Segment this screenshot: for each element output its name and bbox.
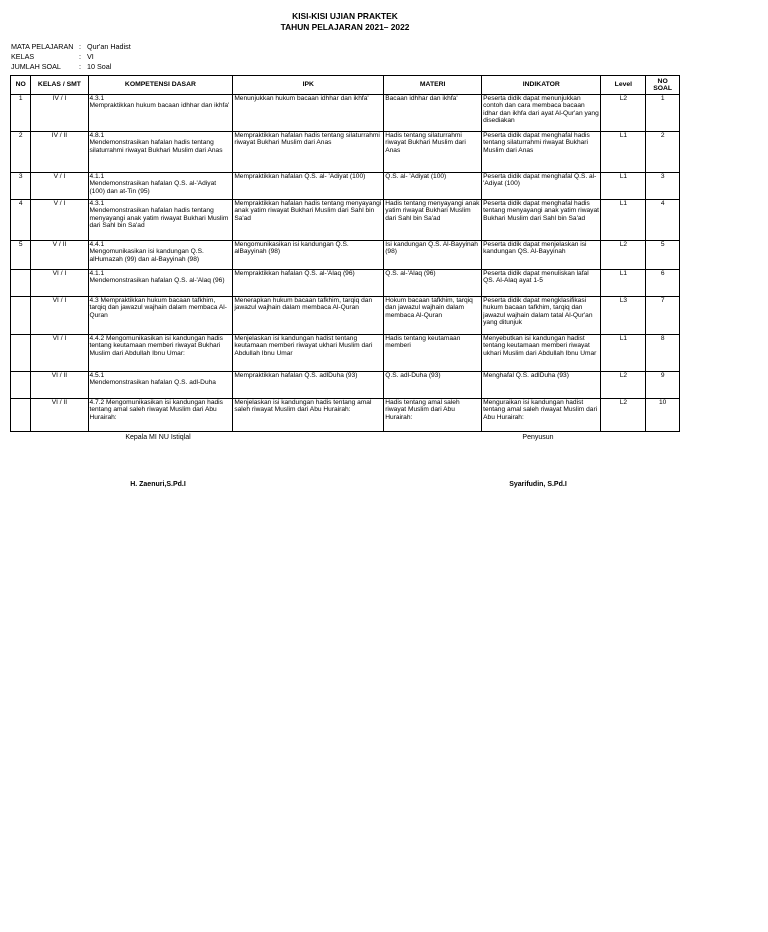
table-row: [11, 200, 680, 241]
cell-no: [11, 270, 31, 297]
cell-ipk: Mengomunikasikan isi kandungan Q.S. alBayyinah (98): [233, 241, 384, 270]
column-header-ipk: IPK: [233, 76, 384, 95]
document-subtitle: TAHUN PELAJARAN 2021– 2022: [280, 22, 410, 32]
meta-label: JUMLAH SOAL: [11, 61, 61, 71]
table-row: [11, 335, 680, 372]
cell-no-soal: 9: [646, 372, 680, 399]
meta-row-count: [11, 62, 131, 72]
cell-kelas-smt: V / II: [31, 241, 88, 270]
cell-indikator: Peserta didik dapat menjelaskan isi kandungan QS. Al-Bayyinah: [482, 241, 601, 270]
cell-indikator: Peserta didik dapat menunjukkan contoh dan cara membaca bacaan idhar dan ikhfa dari ayat Al-Qur'an yang disediakan: [482, 95, 601, 132]
cell-ipk: Mempraktikkan hafalan Q.S. al-'Alaq (96): [233, 270, 384, 297]
column-header-level: Level: [601, 76, 646, 95]
signature-left-title: Kepala MI NU Istiqlal: [125, 434, 191, 441]
cell-ipk: Mempraktikkan hafalan Q.S. al- 'Adiyat (100): [233, 173, 384, 200]
cell-materi: Bacaan idhhar dan ikhfa': [384, 95, 482, 132]
meta-block: [11, 42, 131, 71]
cell-ipk: Menjelaskan isi kandungan hadist tentang keutamaan memberi riwayat ukhari Muslim dari Abdullah Ibnu Umar: [233, 335, 384, 372]
column-header-kompetensi: KOMPETENSI DASAR: [88, 76, 233, 95]
cell-indikator: Menghafal Q.S. adlDuha (93): [482, 372, 601, 399]
meta-label: MATA PELAJARAN: [11, 42, 74, 51]
meta-value: VI: [87, 51, 94, 61]
cell-no: [11, 372, 31, 399]
cell-indikator: Peserta didik dapat mengklasifikasi hukum bacaan tafkhim, tarqiq dan jawazul wajhain dalam tatal Al-Qur'an yang ditunjuk: [482, 297, 601, 335]
cell-no: 5: [11, 241, 31, 270]
cell-ipk: Menjelaskan isi kandungan hadis tentang amal saleh riwayat Muslim dari Abu Hurairah:: [233, 399, 384, 432]
table-body: [11, 95, 680, 432]
cell-level: L1: [601, 132, 646, 173]
meta-separator: :: [79, 51, 81, 61]
cell-materi: Q.S. adl-Duha (93): [384, 372, 482, 399]
cell-level: L1: [601, 270, 646, 297]
cell-kelas-smt: VI / I: [31, 297, 88, 335]
column-header-no: NO: [11, 76, 31, 95]
meta-row-subject: [11, 42, 131, 52]
cell-no: 2: [11, 132, 31, 173]
cell-no-soal: 6: [646, 270, 680, 297]
cell-kelas-smt: V / I: [31, 200, 88, 241]
cell-indikator: Peserta didik dapat menghafal Q.S. al-'Adiyat (100): [482, 173, 601, 200]
cell-kelas-smt: VI / II: [31, 372, 88, 399]
cell-no: [11, 335, 31, 372]
cell-kompetensi-dasar: 4.5.1 Mendemonstrasikan hafalan Q.S. adl-Duha: [88, 372, 233, 399]
cell-kelas-smt: VI / I: [31, 335, 88, 372]
cell-kelas-smt: IV / I: [31, 95, 88, 132]
cell-no-soal: 7: [646, 297, 680, 335]
cell-materi: Hadis tentang menyayangi anak yatim riwayat Bukhari Muslim dari Sahl bin Sa'ad: [384, 200, 482, 241]
cell-materi: Hadis tentang keutamaan memberi: [384, 335, 482, 372]
cell-ipk: Mempraktikkan hafalan Q.S. adlDuha (93): [233, 372, 384, 399]
cell-no: 3: [11, 173, 31, 200]
cell-kompetensi-dasar: 4.3.1 Mempraktikkan hukum bacaan idhhar dan ikhfa': [88, 95, 233, 132]
cell-indikator: Menyebutkan isi kandungan hadist tentang keutamaan memberi riwayat ukhari Muslim dari Abdullah Ibnu Umar: [482, 335, 601, 372]
signature-left-name: H. Zaenuri,S.Pd.I: [130, 481, 186, 488]
table-row: [11, 372, 680, 399]
column-header-indikator: INDIKATOR: [482, 76, 601, 95]
cell-no: 4: [11, 200, 31, 241]
cell-indikator: Menguraikan isi kandungan hadist tentang amal saleh riwayat Muslim dari Abu Hurairah:: [482, 399, 601, 432]
meta-separator: :: [79, 42, 81, 51]
meta-label: KELAS: [11, 51, 35, 61]
meta-separator: :: [79, 61, 81, 71]
cell-materi: Isi kandungan Q.S. Al-Bayyinah (98): [384, 241, 482, 270]
cell-level: L2: [601, 372, 646, 399]
cell-kompetensi-dasar: 4.3.1 Mendemonstrasikan hafalan hadis tentang menyayangi anak yatim riwayat Bukhari Muslim dari Sahl bin Sa'ad: [88, 200, 233, 241]
cell-indikator: Peserta didik dapat menghafal hadis tentang menyayangi anak yatim riwayat Bukhari Muslim dari Sahl bin Sa'ad: [482, 200, 601, 241]
table-row: [11, 270, 680, 297]
column-header-kelas: KELAS / SMT: [31, 76, 88, 95]
cell-indikator: Peserta didik dapat menghafal hadis tentang silaturrahmi riwayat Bukhari Muslim dari Anas: [482, 132, 601, 173]
meta-value: Qur'an Hadist: [87, 42, 131, 51]
cell-materi: Hokum bacaan tafkhim, tarqiq dan jawazul wajhain dalam membaca Al-Quran: [384, 297, 482, 335]
cell-materi: Hadis tentang silaturrahmi riwayat Bukhari Muslim dari Anas: [384, 132, 482, 173]
cell-ipk: Menunjukkan hukum bacaan idhhar dan ikhfa': [233, 95, 384, 132]
column-header-materi: MATERI: [384, 76, 482, 95]
kisi-kisi-table: [10, 75, 680, 432]
cell-kelas-smt: V / I: [31, 173, 88, 200]
cell-level: L2: [601, 241, 646, 270]
table-row: [11, 297, 680, 335]
table-row: [11, 95, 680, 132]
cell-kelas-smt: VI / I: [31, 270, 88, 297]
cell-kompetensi-dasar: 4.4.2 Mengomunikasikan isi kandungan hadis tentang keutamaan memberi riwayat Bukhari Muslim dari Abdullah Ibnu Umar:: [88, 335, 233, 372]
table-row: [11, 132, 680, 173]
table-row: [11, 173, 680, 200]
cell-ipk: Mempraktikkan hafalan hadis tentang menyayangi anak yatim riwayat Bukhari Muslim dari Sahl bin Sa'ad: [233, 200, 384, 241]
cell-no-soal: 1: [646, 95, 680, 132]
cell-kompetensi-dasar: 4.1.1 Mendemonstrasikan hafalan Q.S. al-'Alaq (96): [88, 270, 233, 297]
cell-level: L3: [601, 297, 646, 335]
cell-no-soal: 5: [646, 241, 680, 270]
cell-no-soal: 2: [646, 132, 680, 173]
cell-kompetensi-dasar: 4.1.1 Mendemonstrasikan hafalan Q.S. al-'Adiyat (100) dan at-Tin (95): [88, 173, 233, 200]
cell-kompetensi-dasar: 4.7.2 Mengomunikasikan isi kandungan hadis tentang amal saleh riwayat Muslim dari Abu Hurairah:: [88, 399, 233, 432]
cell-no-soal: 10: [646, 399, 680, 432]
cell-no: [11, 297, 31, 335]
table-row: [11, 241, 680, 270]
cell-ipk: Menerapkan hukum bacaan tafkhim, tarqiq dan jawazul wajhain dalam membaca Al-Quran: [233, 297, 384, 335]
meta-value: 10 Soal: [87, 61, 112, 71]
cell-ipk: Mempraktikkan hafalan hadis tentang silaturrahmi riwayat Bukhari Muslim dari Anas: [233, 132, 384, 173]
cell-kompetensi-dasar: 4.4.1 Mengomunikasikan isi kandungan Q.S. alHumazah (99) dan al-Bayyinah (98): [88, 241, 233, 270]
cell-kompetensi-dasar: 4.8.1 Mendemonstrasikan hafalan hadis tentang silaturrahmi riwayat Bukhari Muslim dari Anas: [88, 132, 233, 173]
cell-level: L1: [601, 200, 646, 241]
signature-right-name: Syarifudin, S.Pd.I: [509, 481, 567, 488]
table-header-row: [11, 76, 680, 95]
document-title: KISI-KISI UJIAN PRAKTEK: [292, 11, 398, 21]
cell-materi: Hadis tentang amal saleh riwayat Muslim dari Abu Hurairah:: [384, 399, 482, 432]
cell-level: L1: [601, 335, 646, 372]
column-header-no-soal: NO SOAL: [646, 76, 680, 95]
cell-materi: Q.S. al-'Alaq (96): [384, 270, 482, 297]
cell-no-soal: 3: [646, 173, 680, 200]
table-row: [11, 399, 680, 432]
cell-kelas-smt: VI / II: [31, 399, 88, 432]
cell-materi: Q.S. al- 'Adiyat (100): [384, 173, 482, 200]
cell-no-soal: 4: [646, 200, 680, 241]
cell-kompetensi-dasar: 4.3 Mempraktikkan hukum bacaan tafkhim, tarqiq dan jawazul wajhain dalam membaca Al-Quran: [88, 297, 233, 335]
cell-indikator: Peserta didik dapat menuliskan lafal QS. Al-Alaq ayat 1-5: [482, 270, 601, 297]
cell-no-soal: 8: [646, 335, 680, 372]
cell-level: L1: [601, 173, 646, 200]
meta-row-class: [11, 52, 131, 62]
cell-no: 1: [11, 95, 31, 132]
cell-level: L2: [601, 399, 646, 432]
cell-kelas-smt: IV / II: [31, 132, 88, 173]
signature-right-title: Penyusun: [522, 434, 554, 441]
cell-level: L2: [601, 95, 646, 132]
cell-no: [11, 399, 31, 432]
